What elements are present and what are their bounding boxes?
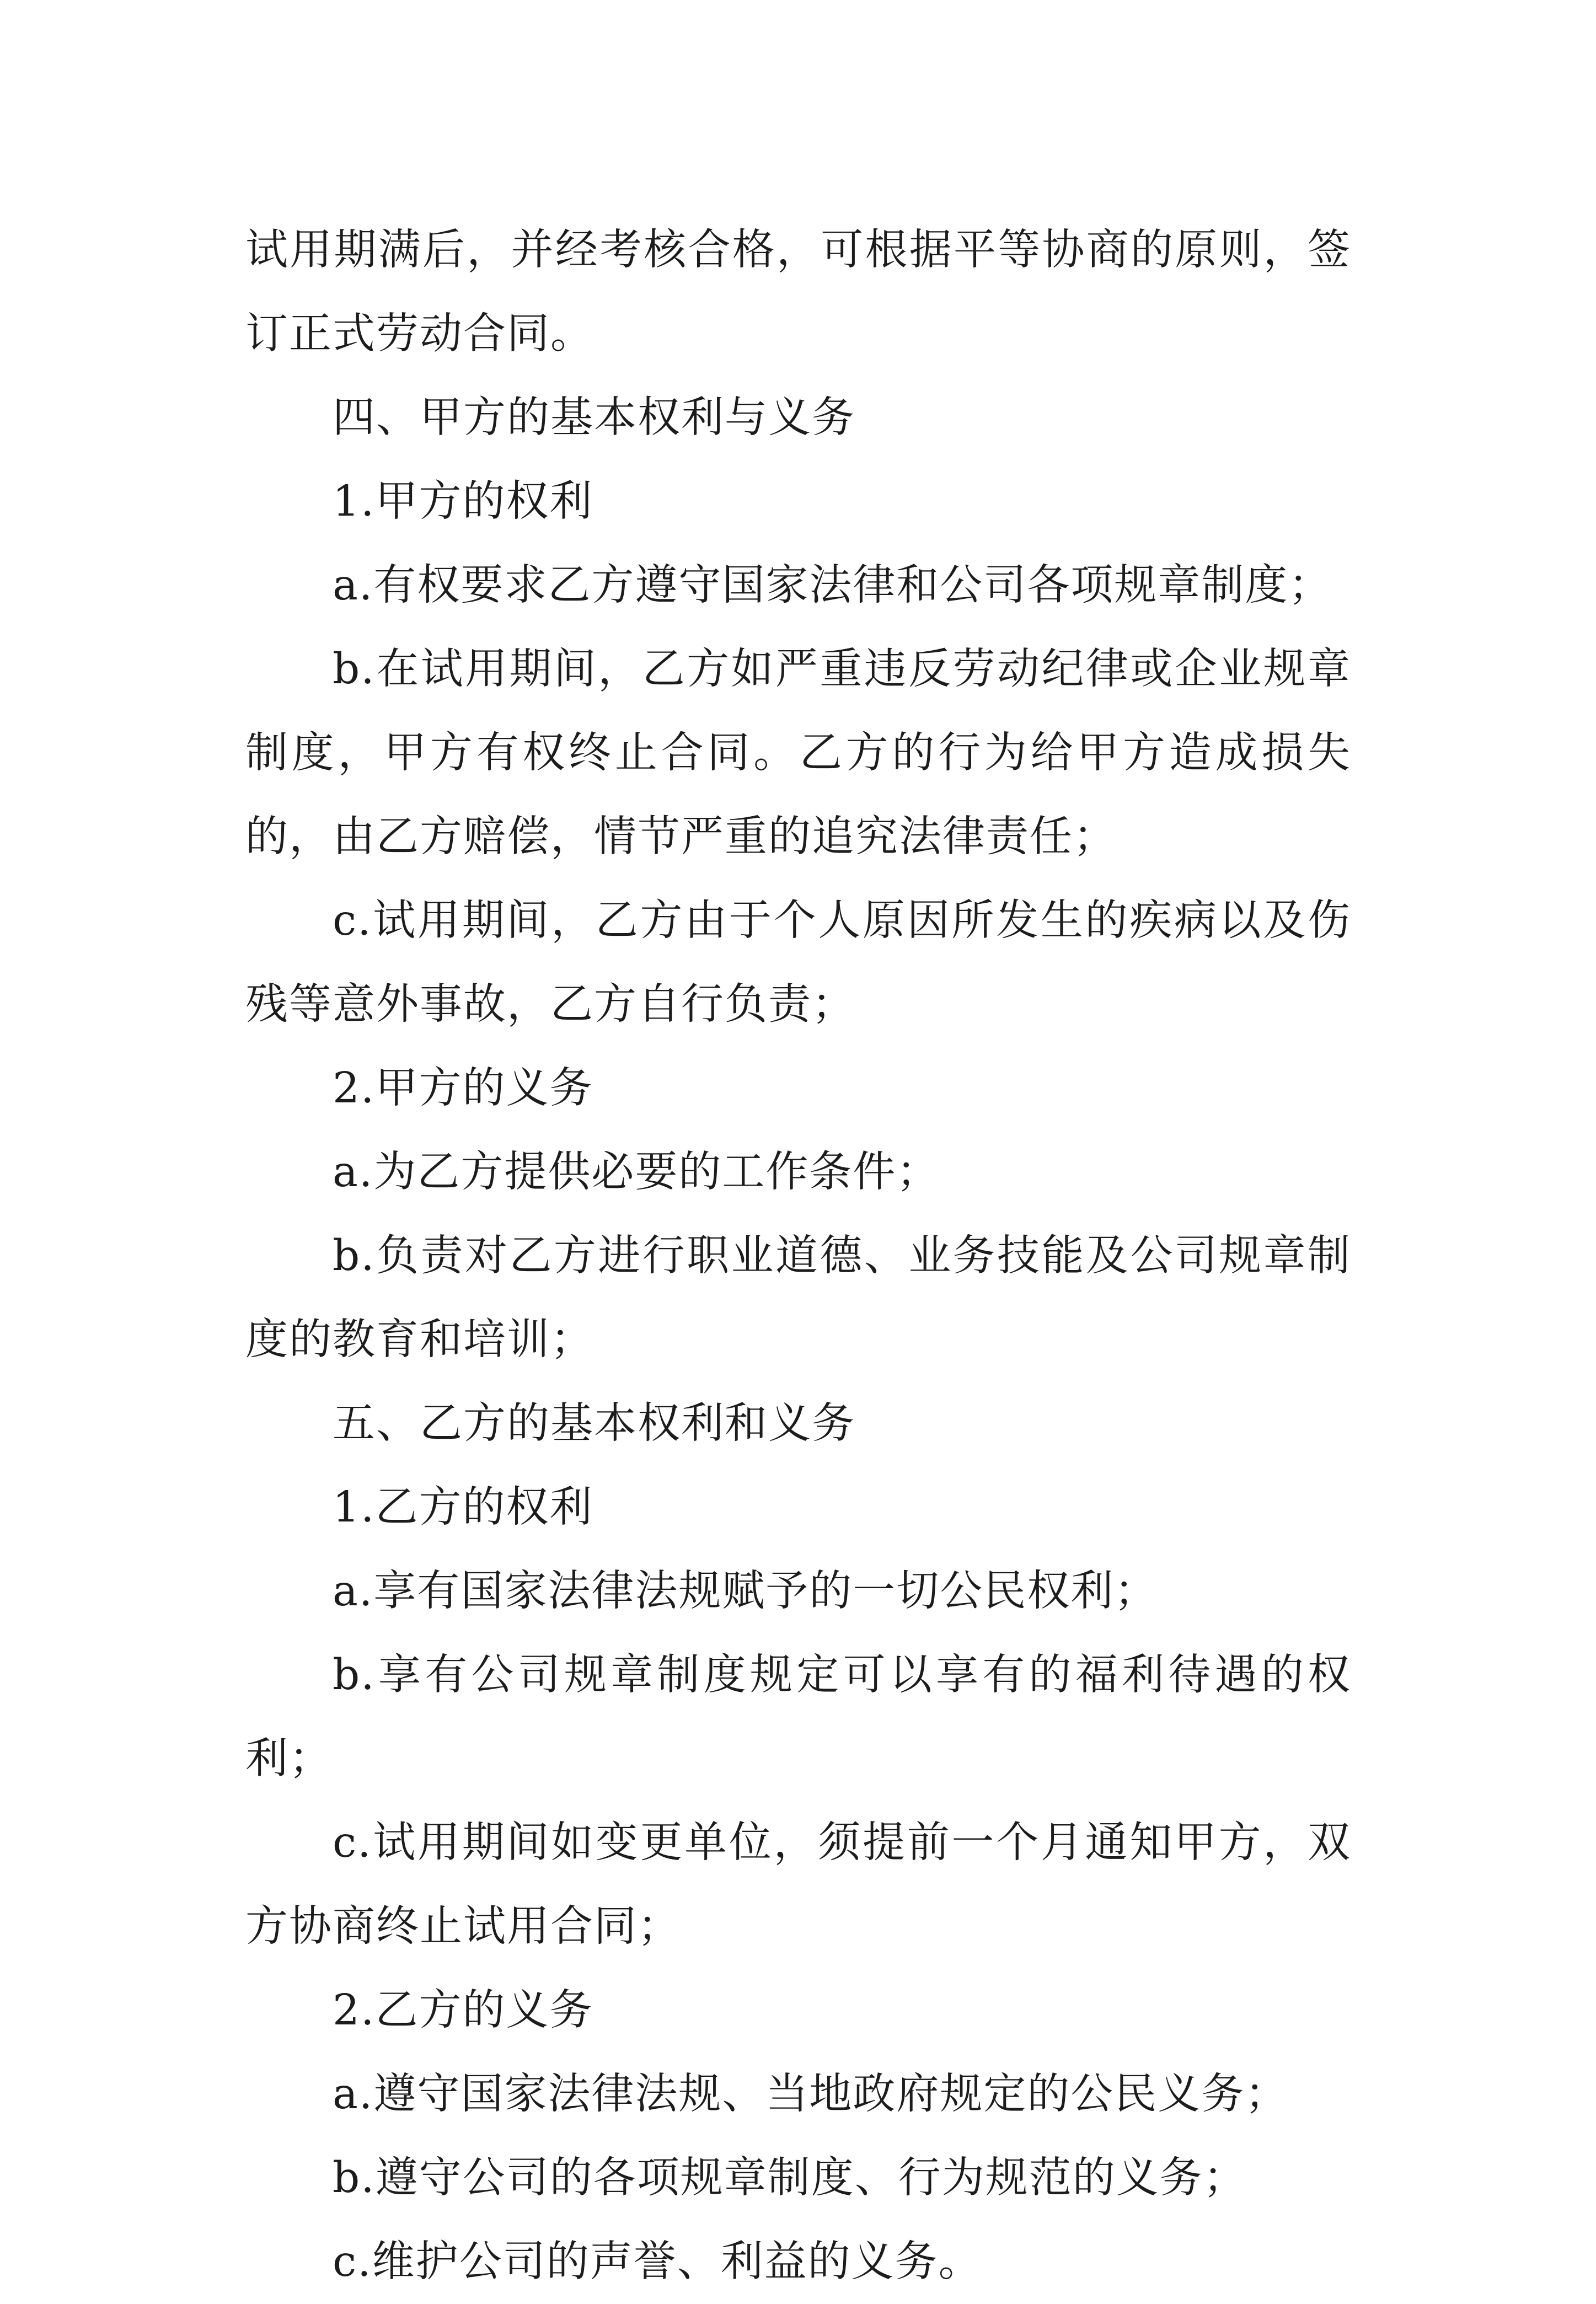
- heading-party-a-rights-obligations: 四、甲方的基本权利与义务: [333, 393, 855, 442]
- subheading-party-b-rights: 1.乙方的权利: [333, 1483, 593, 1532]
- clause-party-b-right-a: a.享有国家法律法规赋予的一切公民权利；: [333, 1567, 1158, 1616]
- document-body: [245, 208, 1351, 2304]
- heading-party-b-rights-obligations: 五、乙方的基本权利和义务: [333, 1399, 855, 1448]
- clause-party-a-obligation-a: a.为乙方提供必要的工作条件；: [333, 1148, 940, 1197]
- subheading-party-b-obligations: 2.乙方的义务: [333, 1986, 593, 2035]
- clause-party-a-right-a: a.有权要求乙方遵守国家法律和公司各项规章制度；: [333, 561, 1332, 610]
- clause-party-b-obligation-a: a.遵守国家法律法规、当地政府规定的公民义务；: [333, 2070, 1289, 2119]
- clause-party-a-right-b: b.在试用期间，乙方如严重违反劳动纪律或企业规章制度，甲方有权终止合同。乙方的行为给甲方造成损失的，由乙方赔偿，情节严重的追究法律责任；: [245, 645, 1351, 861]
- clause-party-b-obligation-c: c.维护公司的声誉、利益的义务。: [333, 2237, 982, 2286]
- clause-party-b-right-b: b.享有公司规章制度规定可以享有的福利待遇的权利；: [245, 1651, 1351, 1783]
- clause-party-a-obligation-b: b.负责对乙方进行职业道德、业务技能及公司规章制度的教育和培训；: [245, 1231, 1351, 1364]
- subheading-party-a-rights: 1.甲方的权利: [333, 477, 593, 526]
- paragraph-probation-conclusion: 试用期满后，并经考核合格，可根据平等协商的原则，签订正式劳动合同。: [245, 226, 1351, 358]
- clause-party-a-right-c: c.试用期间，乙方由于个人原因所发生的疾病以及伤残等意外事故，乙方自行负责；: [245, 896, 1351, 1029]
- clause-party-b-obligation-b: b.遵守公司的各项规章制度、行为规范的义务；: [333, 2153, 1247, 2203]
- subheading-party-a-obligations: 2.甲方的义务: [333, 1064, 593, 1113]
- clause-party-b-right-c: c.试用期间如变更单位，须提前一个月通知甲方，双方协商终止试用合同；: [245, 1818, 1351, 1951]
